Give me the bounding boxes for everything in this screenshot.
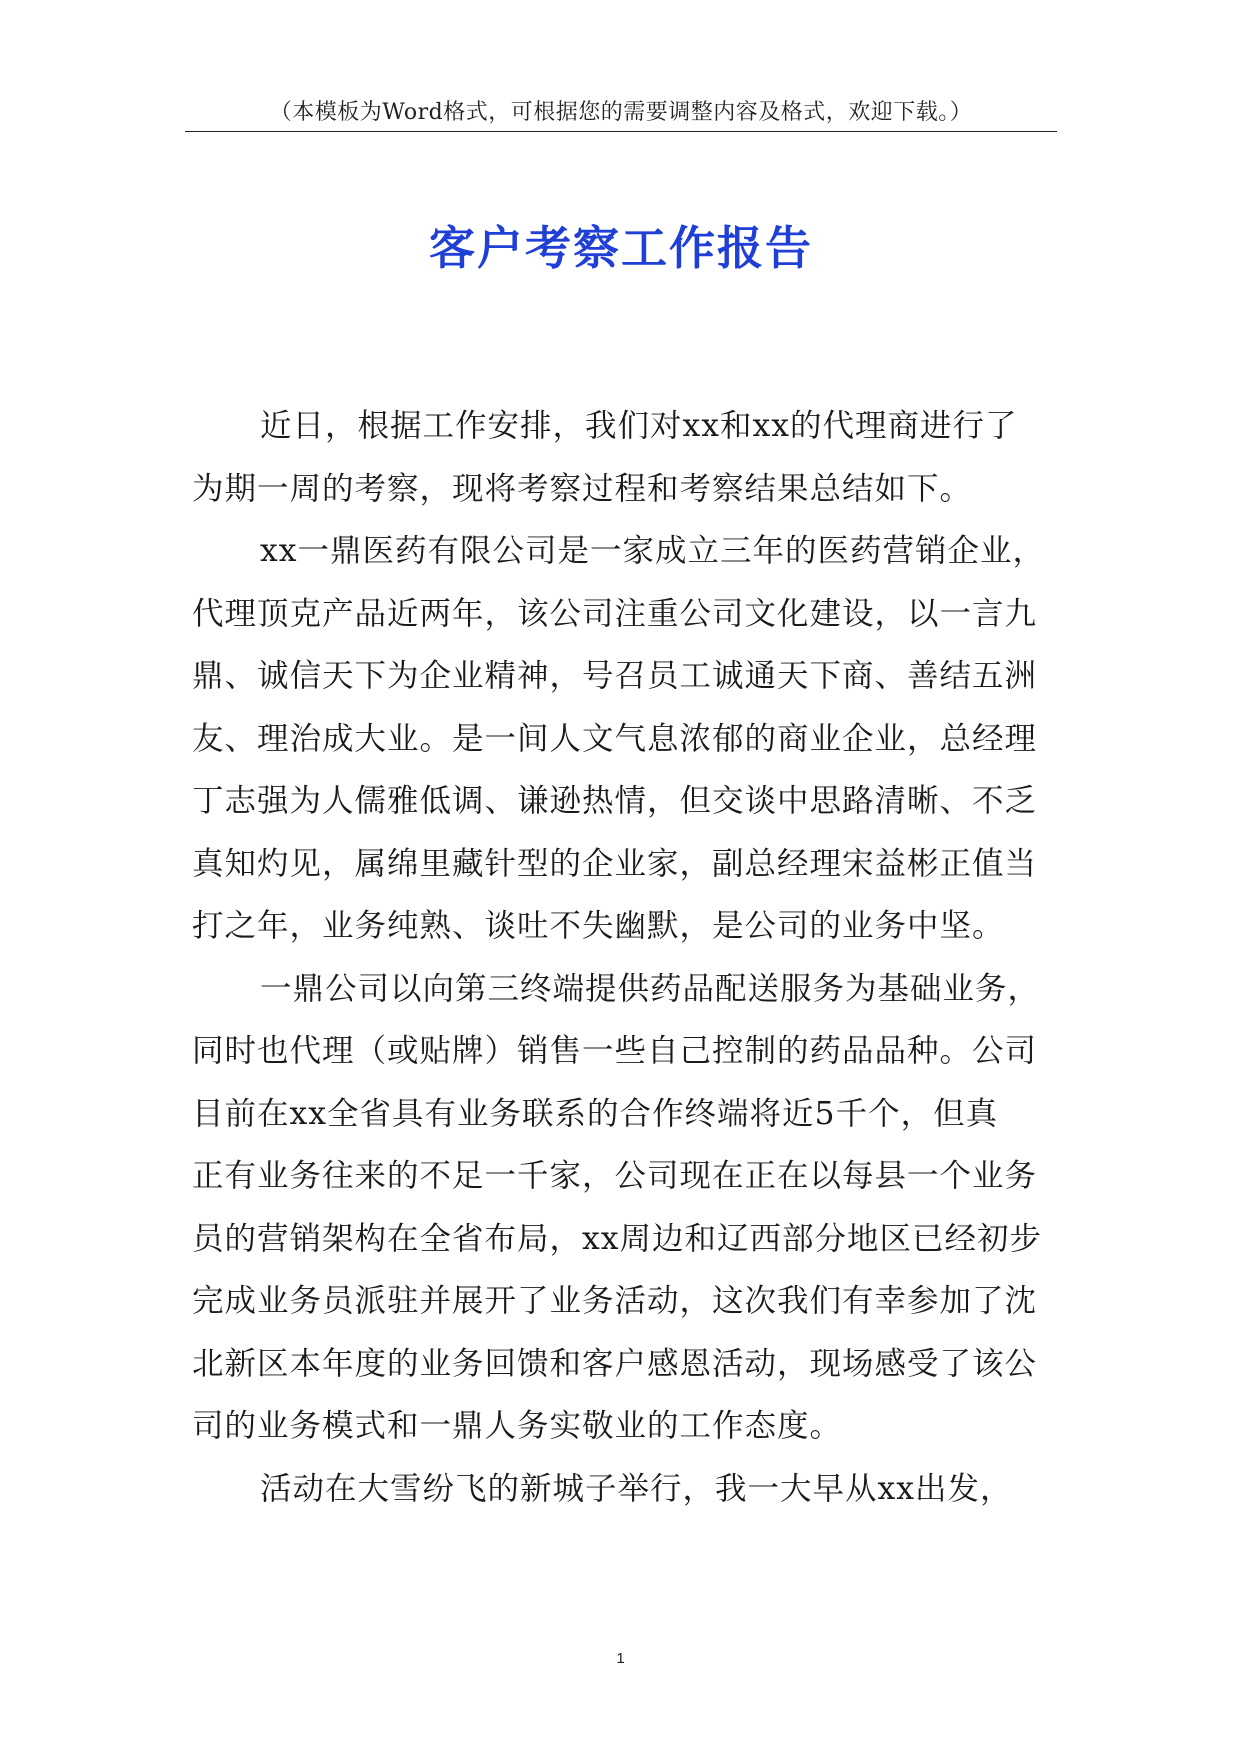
paragraph-line: xx一鼎医药有限公司是一家成立三年的医药营销企业， [260,533,1046,569]
paragraph-line: 一鼎公司以向第三终端提供药品配送服务为基础业务， [260,970,1041,1007]
paragraph-line: 北新区本年度的业务回馈和客户感恩活动，现场感受了该公 [192,1345,1038,1382]
header-divider [185,131,1057,132]
paragraph-line: 为期一周的考察，现将考察过程和考察结果总结如下。 [192,470,973,507]
paragraph-line: 司的业务模式和一鼎人务实敬业的工作态度。 [192,1408,843,1444]
paragraph-line: 完成业务员派驻并展开了业务活动，这次我们有幸参加了沈 [192,1283,1038,1319]
paragraph-line: 友、理治成大业。是一间人文气息浓郁的商业企业，总经理 [192,720,1038,757]
paragraph-line: 真知灼见，属绵里藏针型的企业家，副总经理宋益彬正值当 [192,845,1038,882]
header-note: （本模板为Word格式，可根据您的需要调整内容及格式，欢迎下载。） [269,100,973,125]
paragraph-line: 活动在大雪纷飞的新城子举行，我一大早从xx出发， [260,1470,1013,1507]
paragraph-line: 正有业务往来的不足一千家，公司现在正在以每县一个业务 [192,1158,1038,1194]
paragraph-line: 丁志强为人儒雅低调、谦逊热情，但交谈中思路清晰、不乏 [192,783,1038,819]
paragraph-line: 打之年，业务纯熟、谈吐不失幽默，是公司的业务中坚。 [192,908,1005,944]
paragraph-line: 目前在xx全省具有业务联系的合作终端将近5千个，但真 [192,1095,999,1132]
document-title: 客户考察工作报告 [429,221,813,275]
paragraph-line: 鼎、诚信天下为企业精神，号召员工诚通天下商、善结五洲 [192,658,1038,694]
paragraph-line: 近日，根据工作安排，我们对xx和xx的代理商进行了 [260,408,1018,444]
paragraph-line: 员的营销架构在全省布局，xx周边和辽西部分地区已经初步 [192,1220,1043,1257]
document-body [192,395,1060,1520]
paragraph-line: 代理顶克产品近两年，该公司注重公司文化建设，以一言九 [192,595,1038,632]
paragraph-line: 同时也代理（或贴牌）销售一些自己控制的药品品种。公司 [192,1033,1038,1069]
page-number: 1 [616,1650,625,1667]
